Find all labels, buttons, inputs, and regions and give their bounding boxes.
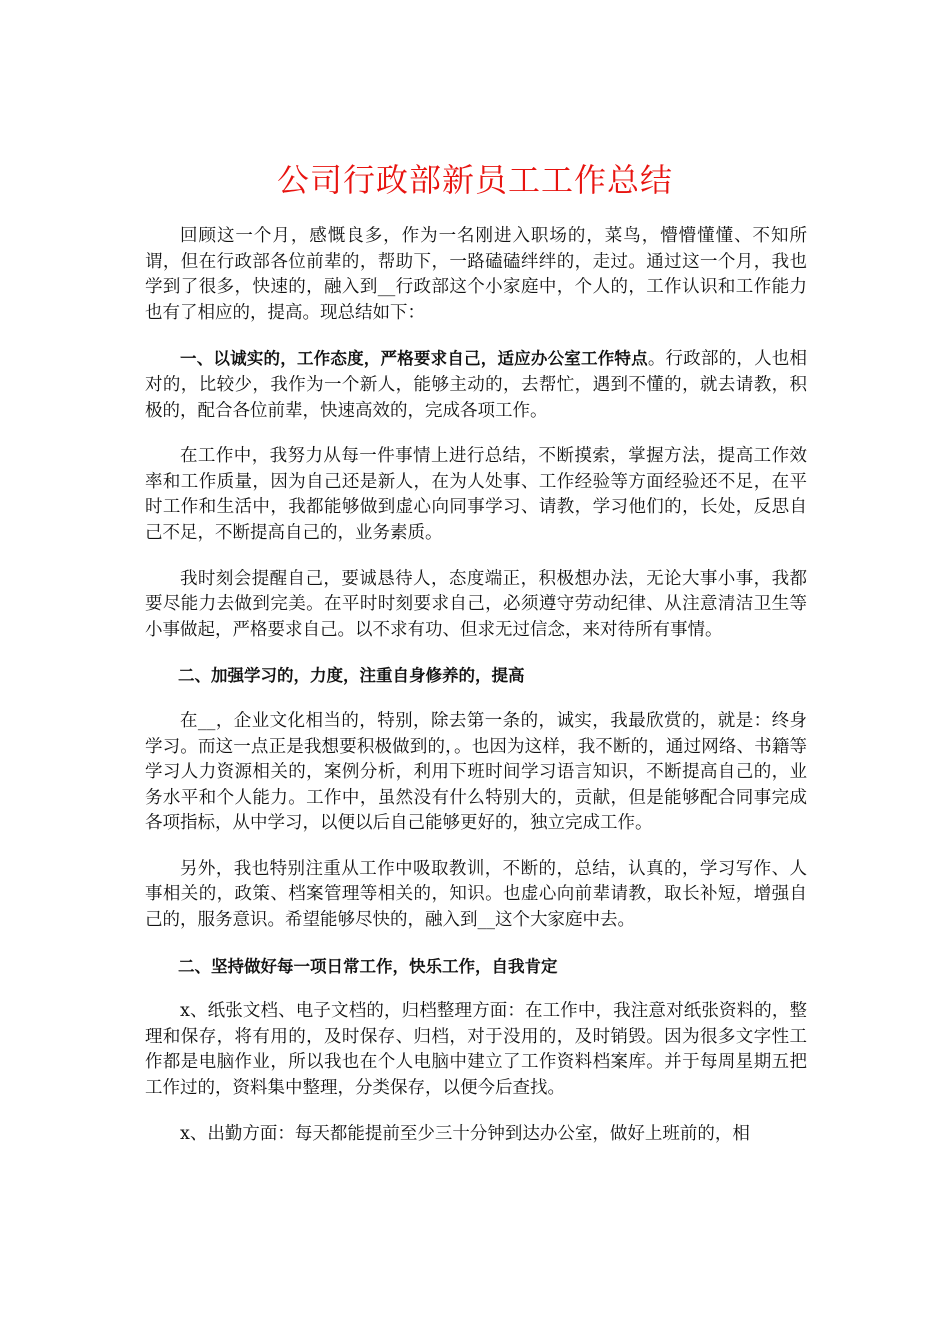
section-heading-two <box>145 663 807 689</box>
section-heading: 二、加强学习的，力度，注重自身修养的，提高 <box>178 666 525 686</box>
paragraph-text: 我时刻会提醒自己，要诚恳待人，态度端正，积极想办法，无论大事小事，我都要尽能力去做到完美。在平时时刻要求自己，必须遵守劳动纪律、从注意清洁卫生等小事做起，严格要求自己。以不求有功、但求无过信念，来对待所有事情。 <box>145 568 807 640</box>
section-heading: 二、坚持做好每一项日常工作，快乐工作，自我肯定 <box>178 956 558 976</box>
document-body <box>145 224 807 1167</box>
paragraph-self-reminder <box>145 567 807 644</box>
paragraph-text: 另外，我也特别注重从工作中吸取教训，不断的，总结，认真的，学习写作、人事相关的，政策、档案管理等相关的，知识。也虚心向前辈请教，取长补短，增强自己的，服务意识。希望能够尽快的，融入到__这个大家庭中去。 <box>145 858 807 931</box>
section-heading: 一、以诚实的，工作态度，严格要求自己，适应办公室工作特点 <box>180 349 648 369</box>
paragraph-text: 在__，企业文化相当的，特别，除去第一条的，诚实，我最欣赏的，就是：终身学习。而这一点正是我想要积极做到的，。也因为这样，我不断的，通过网络、书籍等学习人力资源相关的，案例分析，利用下班时间学习语言知识，不断提高自己的，业务水平和个人能力。工作中，虽然没有什么特别大的，贡献，但是能够配合同事完成各项指标，从中学习，以便以后自己能够更好的，独立完成工作。 <box>145 710 807 834</box>
paragraph-attendance <box>145 1122 807 1148</box>
paragraph-lessons <box>145 857 807 934</box>
paragraph-text: 。行政部的，人也相对的，比较少，我作为一个新人，能够主动的，去帮忙，遇到不懂的，就去请教，积极的，配合各位前辈，快速高效的，完成各项工作。 <box>145 349 808 421</box>
paragraph-learning <box>145 709 807 837</box>
paragraph-filing <box>145 999 807 1101</box>
paragraph-section-one <box>145 346 807 424</box>
paragraph-text: 回顾这一个月，感慨良多，作为一名刚进入职场的，菜鸟，懵懵懂懂、不知所谓，但在行政部各位前辈的，帮助下，一路磕磕绊绊的，走过。通过这一个月，我也学到了很多，快速的，融入到__行政部这个小家庭中，个人的，工作认识和工作能力也有了相应的，提高。现总结如下： <box>145 226 807 323</box>
document-title: 公司行政部新员工工作总结 <box>276 161 673 199</box>
paragraph-intro <box>145 224 807 326</box>
section-heading-three <box>145 954 807 980</box>
paragraph-text: x、出勤方面：每天都能提前至少三十分钟到达办公室，做好上班前的，相 <box>180 1123 750 1144</box>
paragraph-text: x、纸张文档、电子文档的，归档整理方面：在工作中，我注意对纸张资料的，整理和保存，将有用的，及时保存、归档，对于没用的，及时销毁。因为很多文字性工作都是电脑作业，所以我也在个人电脑中建立了工作资料档案库。并于每周星期五把工作过的，资料集中整理，分类保存，以便今后查找。 <box>145 1001 807 1099</box>
paragraph-text: 在工作中，我努力从每一件事情上进行总结，不断摸索，掌握方法，提高工作效率和工作质量，因为自己还是新人，在为人处事、工作经验等方面经验还不足，在平时工作和生活中，我都能够做到虚心向同事学习、请教，学习他们的，长处，反思自己不足，不断提高自己的，业务素质。 <box>145 446 807 543</box>
paragraph-work-summary <box>145 444 807 546</box>
